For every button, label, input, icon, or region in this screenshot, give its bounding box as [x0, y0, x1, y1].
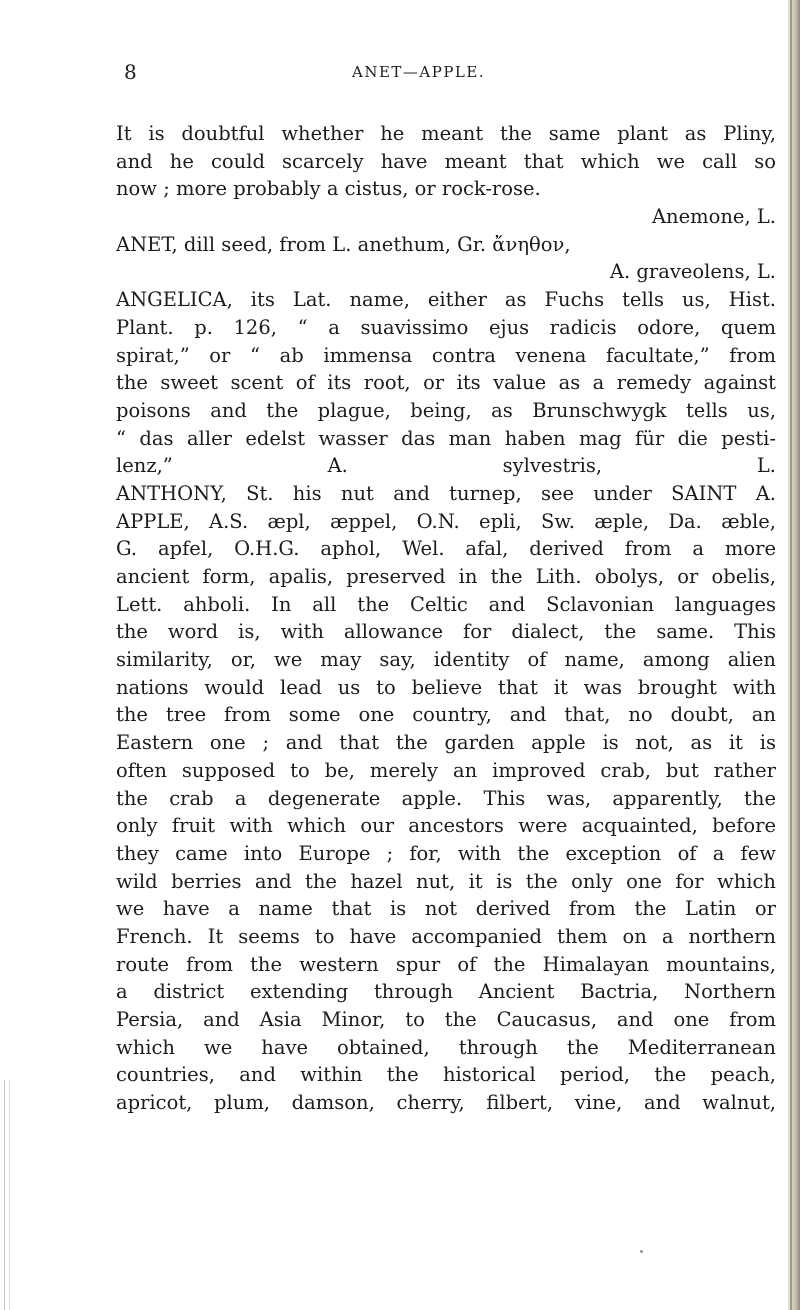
- text-line: Plant. p. 126, “ a suavissimo ejus radicis odore, quem: [116, 315, 776, 339]
- text-line: nations would lead us to believe that it was brought with: [116, 675, 776, 699]
- text-line: the word is, with allowance for dialect, the same. This: [116, 620, 776, 644]
- text-line: A. graveolens, L.: [609, 260, 776, 284]
- text-line: and he could scarcely have meant that which we call so: [116, 149, 776, 173]
- text-line: It is doubtful whether he meant the same plant as Pliny,: [116, 122, 776, 145]
- speck: [640, 1250, 643, 1253]
- text-line: often supposed to be, merely an improved crab, but rather: [116, 758, 776, 782]
- text-line: APPLE, A.S. æpl, æppel, O.N. epli, Sw. æple, Da. æble,: [116, 509, 776, 533]
- body-text: [116, 120, 776, 1117]
- text-line: French. It seems to have accompanied them on a northern: [116, 924, 776, 948]
- text-line: the sweet scent of its root, or its value as a remedy against: [116, 371, 776, 395]
- page-edge-shadow: [788, 0, 800, 1310]
- text-line: “ das aller edelst wasser das man haben mag für die pesti-: [116, 426, 776, 450]
- text-line: apricot, plum, damson, cherry, filbert, vine, and walnut,: [116, 1091, 776, 1115]
- text-line: ANTHONY, St. his nut and turnep, see under SAINT A.: [116, 481, 776, 505]
- text-line: now ; more probably a cistus, or rock-rose.: [116, 177, 541, 201]
- text-line: the crab a degenerate apple. This was, apparently, the: [116, 786, 776, 810]
- text-line: route from the western spur of the Himalayan mountains,: [116, 952, 776, 976]
- binding-marks: [4, 1080, 10, 1310]
- text-line: a district extending through Ancient Bactria, Northern: [116, 980, 776, 1004]
- text-line: Persia, and Asia Minor, to the Caucasus, and one from: [116, 1008, 776, 1031]
- text-line: Eastern one ; and that the garden apple is not, as it is: [116, 731, 776, 755]
- text-line: similarity, or, we may say, identity of name, among alien: [116, 648, 776, 672]
- text-line: countries, and within the historical period, the peach,: [116, 1063, 776, 1087]
- text-line: we have a name that is not derived from the Latin or: [116, 897, 776, 921]
- text-line: lenz,” A. sylvestris, L.: [116, 454, 776, 478]
- text-line: poisons and the plague, being, as Brunschwygk tells us,: [116, 398, 776, 422]
- page-number: 8: [124, 60, 138, 84]
- text-line: Anemone, L.: [651, 205, 776, 229]
- text-line: the tree from some one country, and that, no doubt, an: [116, 703, 776, 727]
- text-line: Lett. ahboli. In all the Celtic and Sclavonian languages: [116, 592, 776, 616]
- text-line: ANGELICA, its Lat. name, either as Fuchs tells us, Hist.: [116, 288, 776, 312]
- text-line: they came into Europe ; for, with the exception of a few: [116, 841, 776, 865]
- text-line: ancient form, apalis, preserved in the Lith. obolys, or obelis,: [116, 565, 776, 588]
- text-line: only fruit with which our ancestors were acquainted, before: [116, 814, 776, 838]
- text-line: spirat,” or “ ab immensa contra venena facultate,” from: [116, 343, 776, 367]
- text-line: which we have obtained, through the Mediterranean: [116, 1035, 776, 1059]
- running-title: ANET—APPLE.: [352, 63, 486, 81]
- text-line: ANET, dill seed, from L. anethum, Gr. ἄνηθον,: [116, 232, 571, 256]
- text-line: wild berries and the hazel nut, it is the only one for which: [116, 869, 776, 893]
- text-line: G. apfel, O.H.G. aphol, Wel. afal, derived from a more: [116, 537, 776, 561]
- page-header: [0, 60, 800, 90]
